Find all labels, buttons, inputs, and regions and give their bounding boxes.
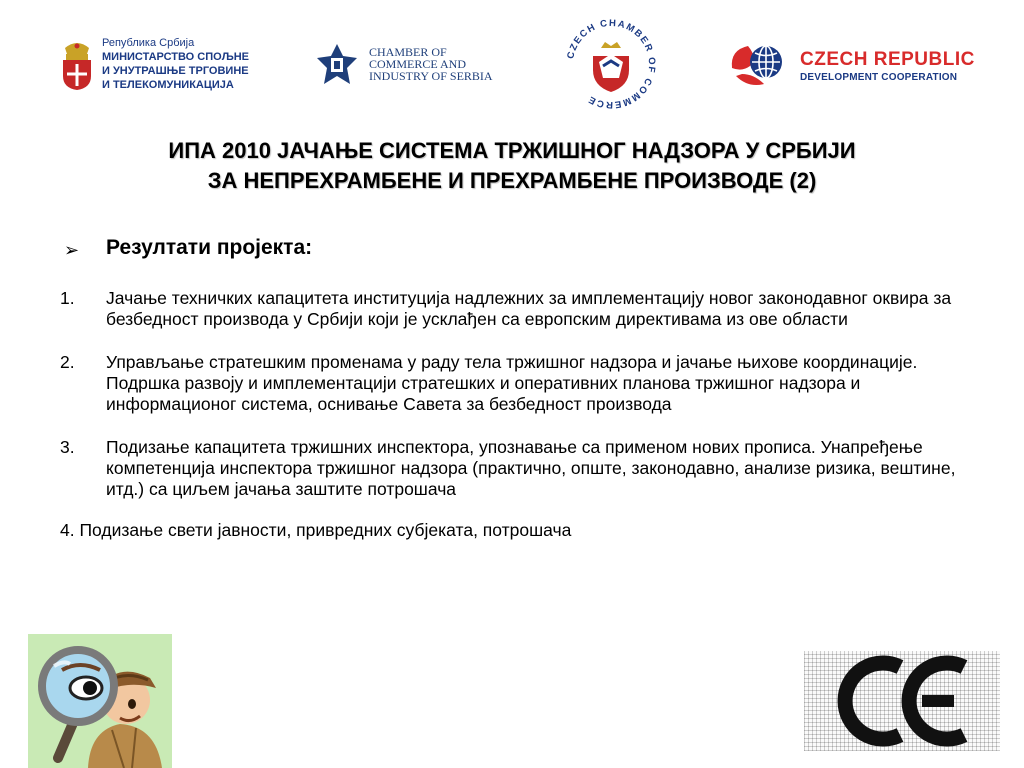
ce-marking-logo [804, 651, 1000, 751]
list-item [60, 437, 960, 500]
list-item-text: Јачање техничких капацитета институција надлежних за имплементацију новог законодавног оквира за безбедност производа у Србији који је усклађен са европским директивама из ове области [106, 288, 952, 329]
chamber-logo-line3: INDUSTRY OF SERBIA [369, 69, 493, 83]
results-list [60, 288, 960, 500]
ce-conformity-mark-icon [804, 651, 1000, 751]
list-item-text: Управљање стратешким променама у раду тела тржишног надзора и јачање њихове координације. Подршка развоју и имплементацији стратешких и оперативних планова тржишног надзора и информационог система, оснивање Савета за безбедност производа [106, 352, 918, 414]
ministry-logo-line4: И ТЕЛЕКОМУНИКАЦИЈА [102, 79, 234, 91]
slide-title-line1: ИПА 2010 ЈАЧАЊЕ СИСТЕМА ТРЖИШНОГ НАДЗОРА У СРБИЈИ [168, 138, 856, 163]
detective-with-magnifying-glass-icon [28, 634, 172, 768]
serbian-coat-of-arms-icon [60, 38, 94, 90]
slide-content [60, 234, 960, 541]
results-heading [60, 234, 960, 268]
ministry-logo-line2: МИНИСТАРСТВО СПОЉНЕ [102, 51, 250, 63]
chamber-logo-line2: COMMERCE AND [369, 57, 467, 71]
list-item-4: 4. Подизање свети јавности, привредних субјеката, потрошача [60, 520, 572, 540]
czech-rep-logo-line2: DEVELOPMENT COOPERATION [800, 72, 958, 83]
list-item-number: 1. [60, 288, 75, 308]
list-item [60, 352, 960, 415]
inspector-magnifier-clipart [28, 634, 172, 768]
czech-development-globe-icon [728, 40, 786, 90]
ministry-logo [60, 36, 260, 98]
czech-republic-development-cooperation-logo [728, 40, 975, 90]
arrow-bullet-icon: ➢ [64, 240, 80, 260]
list-item-number: 2. [60, 352, 75, 372]
list-item-text: Подизање капацитета тржишних инспектора, упознавање са применом нових прописа. Унапређење компетенција инспектора тржишног надзора (практично, опште, законодавно, анализе ризика, вештине, итд.) са циљем јачања заштите потрошача [106, 437, 956, 499]
list-item-number: 3. [60, 437, 75, 457]
czech-chamber-ring-text: CZECH CHAMBER OF COMMERCE [565, 17, 658, 111]
chamber-of-commerce-serbia-logo [313, 42, 523, 88]
results-heading-label: Резултати пројекта: [106, 236, 313, 259]
slide-title [40, 136, 984, 196]
slide-title-line2: ЗА НЕПРЕХРАМБЕНЕ И ПРЕХРАМБЕНЕ ПРОИЗВОДЕ (2) [207, 168, 817, 193]
ministry-logo-line1: Република Србија [102, 37, 195, 49]
ministry-logo-line3: И УНУТРАШЊЕ ТРГОВИНЕ [102, 65, 249, 77]
chamber-logo-line1: CHAMBER OF [369, 45, 447, 59]
chamber-star-icon [313, 42, 361, 88]
czech-rep-logo-line1: CZECH REPUBLIC [800, 49, 975, 70]
logo-strip [0, 0, 1024, 120]
list-item [60, 288, 960, 330]
czech-chamber-of-commerce-seal-icon [563, 16, 659, 112]
